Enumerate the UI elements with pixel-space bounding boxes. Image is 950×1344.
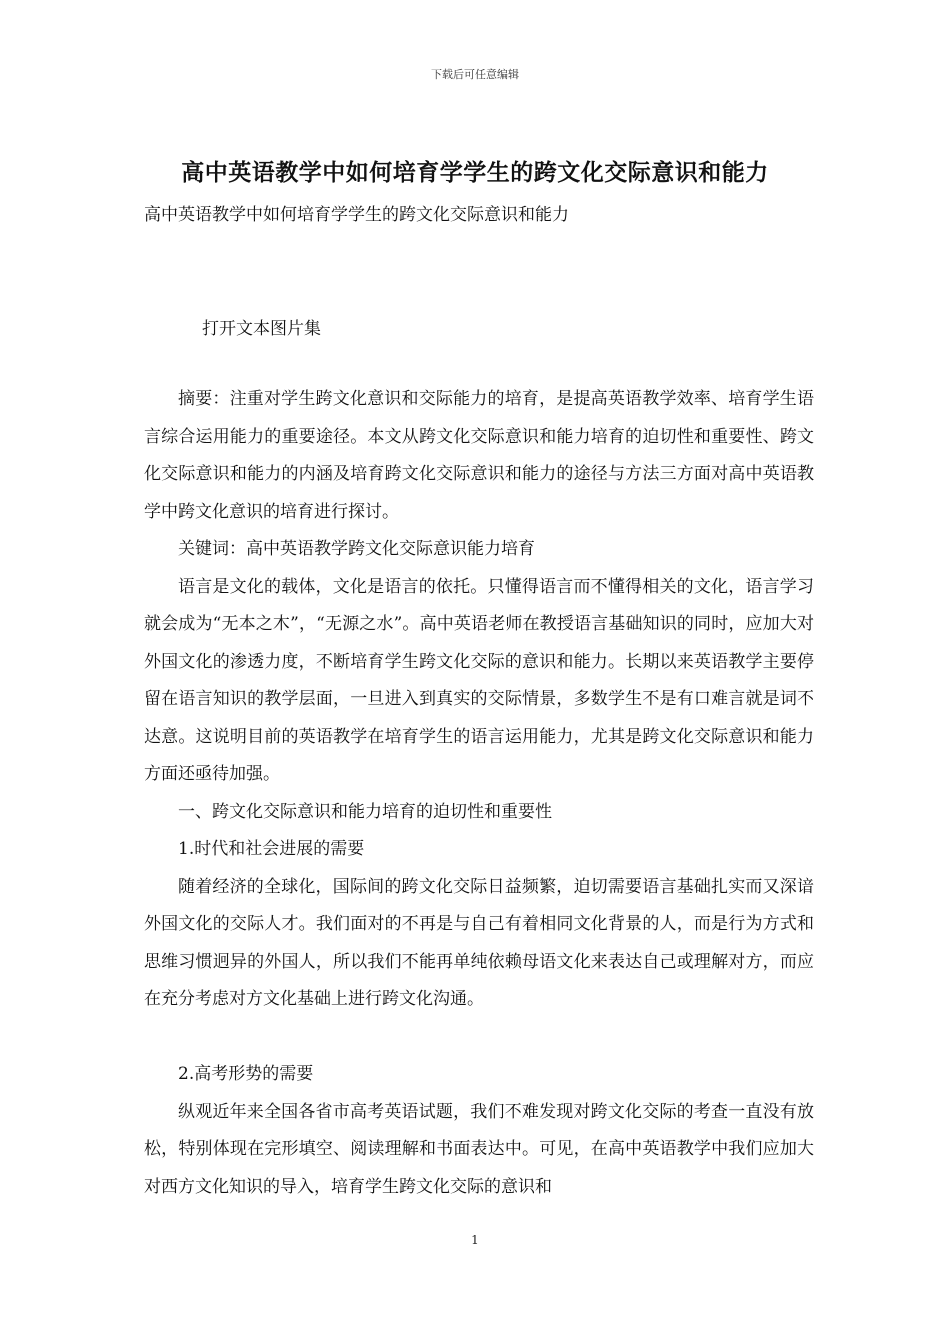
- open-image-gallery-link[interactable]: 打开文本图片集: [202, 319, 321, 339]
- body-paragraph: 随着经济的全球化，国际间的跨文化交际日益频繁，迫切需要语言基础扎实而又深谙外国文化的交际人才。我们面对的不再是与自己有着相同文化背景的人，而是行为方式和思维习惯迥异的外国人，所以我们不能再单纯依赖母语文化来表达自己或理解对方，而应在充分考虑对方文化基础上进行跨文化沟通。: [144, 876, 814, 1009]
- header-note: 下载后可任意编辑: [431, 68, 519, 81]
- intro-paragraph: 语言是文化的载体，文化是语言的依托。只懂得语言而不懂得相关的文化，语言学习就会成为“无本之木”，“无源之水”。高中英语老师在教授语言基础知识的同时，应加大对外国文化的渗透力度，不断培育学生跨文化交际的意识和能力。长期以来英语教学主要停留在语言知识的教学层面，一旦进入到真实的交际情景，多数学生不是有口难言就是词不达意。这说明目前的英语教学在培育学生的语言运用能力，尤其是跨文化交际意识和能力方面还亟待加强。: [144, 576, 814, 784]
- document-subtitle: 高中英语教学中如何培育学学生的跨文化交际意识和能力: [144, 205, 569, 225]
- abstract-paragraph: 摘要：注重对学生跨文化意识和交际能力的培育，是提高英语教学效率、培育学生语言综合运用能力的重要途径。本文从跨文化交际意识和能力培育的迫切性和重要性、跨文化交际意识和能力的内涵及培育跨文化交际意识和能力的途径与方法三方面对高中英语教学中跨文化意识的培育进行探讨。: [144, 389, 814, 522]
- document-title: 高中英语教学中如何培育学学生的跨文化交际意识和能力: [181, 159, 769, 186]
- subsection-heading-2: 2.高考形势的需要: [178, 1064, 314, 1084]
- keywords-paragraph: 关键词：高中英语教学跨文化交际意识能力培育: [178, 539, 535, 559]
- document-body: [144, 381, 814, 1206]
- page-number: 1: [471, 1233, 479, 1247]
- subsection-heading-1: 1.时代和社会进展的需要: [178, 839, 365, 859]
- section-heading-1: 一、跨文化交际意识和能力培育的迫切性和重要性: [178, 801, 552, 822]
- body-paragraph: 纵观近年来全国各省市高考英语试题，我们不难发现对跨文化交际的考查一直没有放松，特别体现在完形填空、阅读理解和书面表达中。可见，在高中英语教学中我们应加大对西方文化知识的导入，培育学生跨文化交际的意识和: [144, 1101, 814, 1197]
